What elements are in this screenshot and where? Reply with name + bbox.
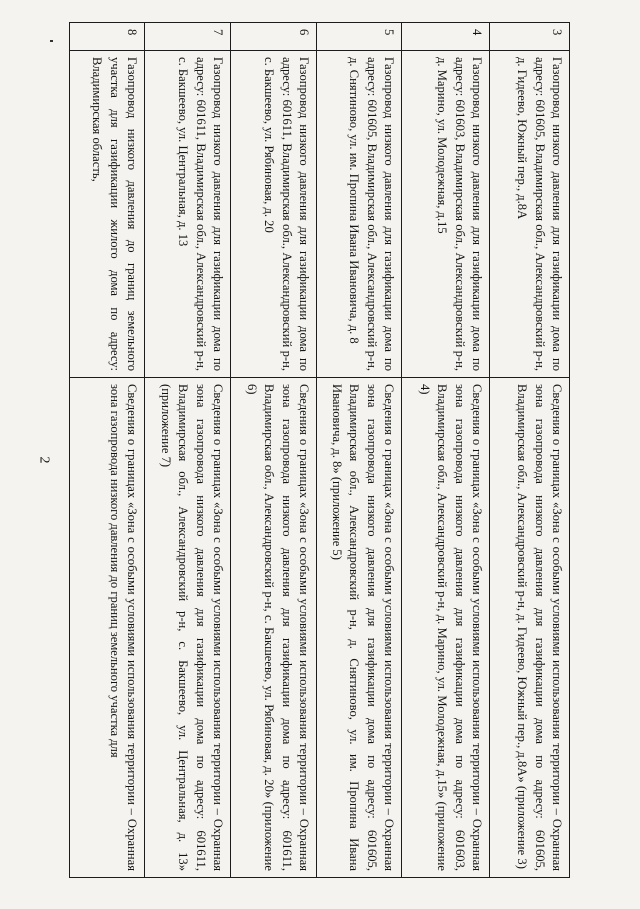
table-row	[70, 23, 145, 878]
object-text: Газопровод низкого давления для газификации дома по адресу: 601605, Владимирская обл., Александровский р-н, д. Снятиново, ул. им. Пропина Ивана Ивановича, д. 8	[347, 57, 396, 371]
table-row	[402, 23, 490, 878]
info-text: Сведения о границах «Зона с особыми условиями использования территории – Охранная зона газопровода низкого давления до границ земельного участка для	[107, 384, 139, 871]
object-cell	[70, 51, 145, 378]
table-row	[490, 23, 570, 878]
info-text: Сведения о границах «Зона с особыми условиями использования территории – Охранная зона газопровода низкого давления для газификации дома по адресу: 601611, Владимирская обл., Александровский р-н, с. Бакшеево, ул. Рябиновая, д. 20» (приложение 6)	[244, 384, 311, 871]
info-cell	[317, 378, 402, 878]
table-row	[231, 23, 317, 878]
object-text: Газопровод низкого давления для газификации дома по адресу: 601605, Владимирская обл., Александровский р-н, д. Гидеево, Южный пер., д.8А	[515, 57, 564, 371]
object-cell	[317, 51, 402, 378]
row-number: 3	[490, 23, 570, 51]
object-text: Газопровод низкого давления для газификации дома по адресу: 601603, Владимирская обл., Александровский р-н, д. Марино, ул. Молодежная, д.15	[435, 57, 484, 371]
row-number: 8	[70, 23, 145, 51]
table-row	[317, 23, 402, 878]
object-cell	[402, 51, 490, 378]
row-number: 7	[145, 23, 231, 51]
scan-speck	[50, 40, 53, 42]
info-text: Сведения о границах «Зона с особыми условиями использования территории – Охранная зона газопровода низкого давления для газификации дома по адресу: 601605, Владимирская обл., Александровский р-н, д. Гидеево, Южный пер., д.8А» (приложение 3)	[515, 384, 564, 871]
info-cell	[490, 378, 570, 878]
info-text: Сведения о границах «Зона с особыми условиями использования территории – Охранная зона газопровода низкого давления для газификации дома по адресу: 601611, Владимирская обл., Александровский р-н, с. Бакшеево, ул. Центральная, д. 13» (приложение 7)	[158, 384, 225, 871]
rotated-table-container	[70, 22, 570, 877]
info-cell	[145, 378, 231, 878]
row-number: 6	[231, 23, 317, 51]
info-cell	[402, 378, 490, 878]
object-cell	[490, 51, 570, 378]
info-text: Сведения о границах «Зона с особыми условиями использования территории – Охранная зона газопровода низкого давления для газификации дома по адресу: 601605, Владимирская обл., Александровский р-н, д. Снятиново, ул. им. Пропина Ивана Ивановича, д. 8» (приложение 5)	[329, 384, 396, 871]
object-text: Газопровод низкого давления для газификации дома по адресу: 601611, Владимирская обл., Александровский р-н, с. Бакшеево, ул. Центральная, д. 13	[176, 57, 225, 371]
table-row	[145, 23, 231, 878]
zone-register-table	[69, 22, 570, 878]
object-cell	[231, 51, 317, 378]
row-number: 5	[317, 23, 402, 51]
object-cell	[145, 51, 231, 378]
object-text: Газопровод низкого давления до границ земельного участка для газификации жилого дома по адресу: Владимирская область,	[90, 57, 139, 371]
object-text: Газопровод низкого давления для газификации дома по адресу: 601611, Владимирская обл., Александровский р-н, с. Бакшеево, ул. Рябиновая, д. 20	[262, 57, 311, 371]
info-text: Сведения о границах «Зона с особыми условиями использования территории – Охранная зона газопровода низкого давления для газификации дома по адресу: 601603, Владимирская обл., Александровский р-н, д. Марино, ул. Молодежная, д.15» (приложение 4)	[417, 384, 484, 871]
page-number: 2	[36, 456, 52, 464]
info-cell	[70, 378, 145, 878]
row-number: 4	[402, 23, 490, 51]
info-cell	[231, 378, 317, 878]
